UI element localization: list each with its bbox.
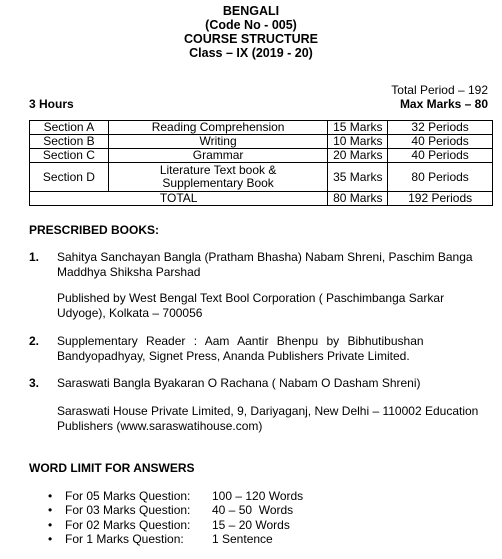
course-structure-table <box>29 120 493 206</box>
exam-hours: 3 Hours <box>29 97 74 111</box>
list-item <box>0 489 502 503</box>
word-limit-value: 15 – 20 Words <box>212 518 290 532</box>
periods-cell: 80 Periods <box>388 163 493 192</box>
book-number: 3. <box>29 376 40 390</box>
marks-cell: 10 Marks <box>328 135 388 149</box>
content-cell: Grammar <box>108 149 327 163</box>
text-line: Maddhya Shiksha Parshad <box>57 265 201 279</box>
marks-cell: 15 Marks <box>328 121 388 135</box>
max-marks: Max Marks – 80 <box>399 97 488 111</box>
total-periods: 192 Periods <box>388 192 493 206</box>
content-cell: Writing <box>108 135 327 149</box>
periods-cell: 40 Periods <box>388 149 493 163</box>
word-limit-label: For 05 Marks Question: <box>65 489 191 503</box>
word-limit-heading: WORD LIMIT FOR ANSWERS <box>29 461 195 475</box>
book-number: 1. <box>29 250 40 264</box>
content-line: Supplementary Book <box>162 176 274 190</box>
subject-code: (Code No - 005) <box>205 18 297 32</box>
total-marks: 80 Marks <box>328 192 388 206</box>
bullet-icon: • <box>48 503 53 517</box>
marks-cell: 20 Marks <box>328 149 388 163</box>
book-2-title <box>57 334 489 364</box>
content-cell <box>108 163 327 192</box>
list-item <box>0 532 502 546</box>
content-line: Literature Text book & <box>159 163 277 177</box>
bullet-icon: • <box>48 489 53 503</box>
table-row <box>30 163 493 192</box>
table-row <box>30 121 493 135</box>
text-line: Udyoge), Kolkata – 700056 <box>57 306 203 320</box>
text-line: Bandyopadhyay, Signet Press, Ananda Publishers Private Limited. <box>57 349 410 363</box>
book-number: 2. <box>29 334 40 348</box>
table-row <box>30 149 493 163</box>
bullet-icon: • <box>48 532 53 546</box>
word-limit-label: For 1 Marks Question: <box>65 532 184 546</box>
subject-title: BENGALI <box>222 4 280 18</box>
book-3-title <box>57 376 489 391</box>
periods-cell: 40 Periods <box>388 135 493 149</box>
text-line: Saraswati House Private Limited, 9, Dariyaganj, New Delhi – 110002 Education <box>57 404 479 418</box>
bullet-icon: • <box>48 518 53 532</box>
section-cell: Section B <box>30 135 109 149</box>
section-cell: Section C <box>30 149 109 163</box>
word-limit-label: For 03 Marks Question: <box>65 503 191 517</box>
content-cell: Reading Comprehension <box>108 121 327 135</box>
book-3-publisher <box>57 404 489 434</box>
text-line: Sahitya Sanchayan Bangla (Pratham Bhasha) Nabam Shreni, Paschim Banga <box>57 250 473 264</box>
course-structure-title: COURSE STRUCTURE <box>183 32 319 46</box>
class-year: Class – IX (2019 - 20) <box>189 46 313 60</box>
word-limit-value: 100 – 120 Words <box>212 489 304 503</box>
table-total-row <box>30 192 493 206</box>
prescribed-books-heading: PRESCRIBED BOOKS: <box>29 223 160 237</box>
list-item <box>0 503 502 517</box>
periods-cell: 32 Periods <box>388 121 493 135</box>
total-label: TOTAL <box>30 192 328 206</box>
table-row <box>30 135 493 149</box>
section-cell: Section D <box>30 163 109 192</box>
total-period: Total Period – 192 <box>391 83 488 97</box>
text-line: Saraswati Bangla Byakaran O Rachana ( Nabam O Dasham Shreni) <box>57 376 421 390</box>
text-line: Published by West Bengal Text Bool Corporation ( Paschimbanga Sarkar <box>57 291 445 305</box>
word-limit-value: 40 – 50 Words <box>212 503 294 517</box>
word-limit-value: 1 Sentence <box>212 532 273 546</box>
word-limit-label: For 02 Marks Question: <box>65 518 191 532</box>
text-line: Publishers (www.saraswatihouse.com) <box>57 419 263 433</box>
list-item <box>0 518 502 532</box>
book-1-title <box>57 250 489 280</box>
text-line: Supplementary Reader : Aam Aantir Bhenpu by Bibhutibushan <box>57 334 424 348</box>
book-1-publisher <box>57 291 489 321</box>
section-cell: Section A <box>30 121 109 135</box>
marks-cell: 35 Marks <box>328 163 388 192</box>
